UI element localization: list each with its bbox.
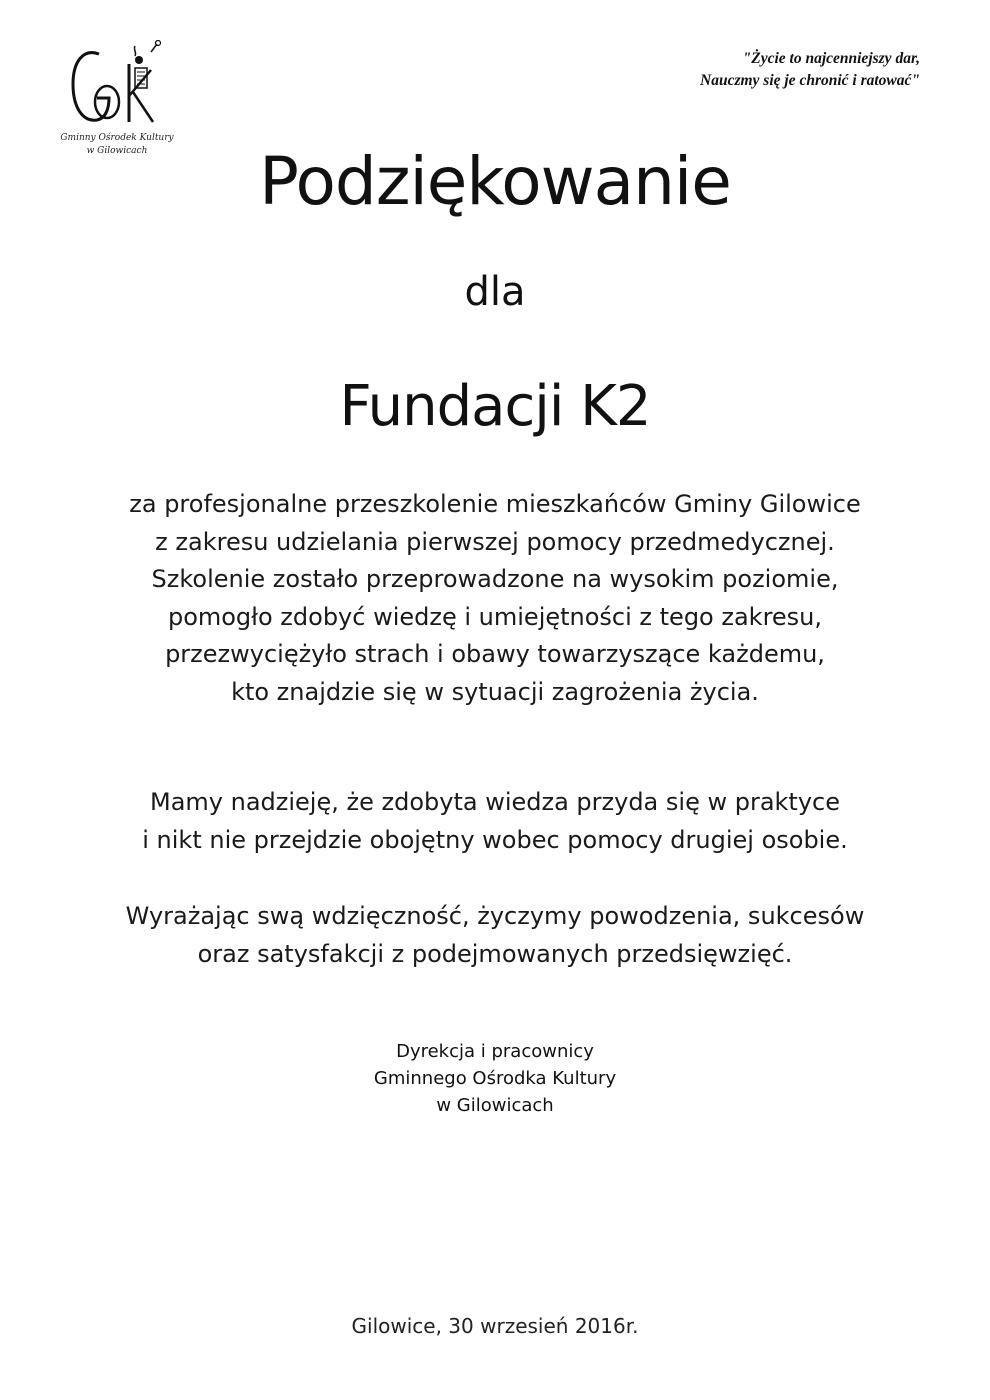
body-line: oraz satysfakcji z podejmowanych przedsięwzięć. bbox=[197, 939, 793, 968]
body-line: za profesjonalne przeszkolenie mieszkańców Gminy Gilowice bbox=[129, 490, 861, 518]
signature-line3: w Gilowicach bbox=[436, 1095, 554, 1116]
logo-caption-line2: w Gilowicach bbox=[86, 146, 148, 156]
body-paragraph-3 bbox=[60, 898, 930, 973]
body-paragraph-1 bbox=[60, 486, 930, 711]
body-line: Szkolenie zostało przeprowadzone na wysokim poziomie, bbox=[151, 565, 839, 593]
signature-line2: Gminnego Ośrodka Kultury bbox=[373, 1068, 617, 1089]
body-line: i nikt nie przejdzie obojętny wobec pomocy drugiej osobie. bbox=[142, 825, 848, 854]
body-line: pomogło zdobyć wiedzę i umiejętności z tego zakresu, bbox=[167, 602, 823, 631]
body-line: kto znajdzie się w sytuacji zagrożenia życia. bbox=[231, 677, 759, 706]
body-line: Wyrażając swą wdzięczność, życzymy powodzenia, sukcesów bbox=[125, 902, 865, 930]
title-preposition: dla bbox=[464, 269, 526, 315]
body-paragraph-2 bbox=[60, 784, 930, 859]
recipient-name: Fundacji K2 bbox=[339, 374, 651, 439]
body-line: przezwyciężyło strach i obawy towarzyszące każdemu, bbox=[165, 640, 825, 668]
motto bbox=[700, 48, 920, 92]
signature-line1: Dyrekcja i pracownicy bbox=[396, 1041, 594, 1062]
signature-block bbox=[0, 1038, 990, 1119]
document-date: Gilowice, 30 wrzesień 2016r. bbox=[351, 1314, 639, 1338]
body-line: z zakresu udzielania pierwszej pomocy przedmedycznej. bbox=[155, 527, 835, 556]
motto-line1: "Życie to najcenniejszy dar, bbox=[742, 50, 920, 67]
gok-logo-icon bbox=[63, 40, 163, 132]
page-title: Podziękowanie bbox=[259, 143, 731, 220]
logo-caption-line1: Gminny Ośrodek Kultury bbox=[60, 133, 174, 143]
motto-line2: Nauczmy się je chronić i ratować" bbox=[700, 72, 920, 89]
body-line: Mamy nadzieję, że zdobyta wiedza przyda się w praktyce bbox=[150, 788, 840, 816]
